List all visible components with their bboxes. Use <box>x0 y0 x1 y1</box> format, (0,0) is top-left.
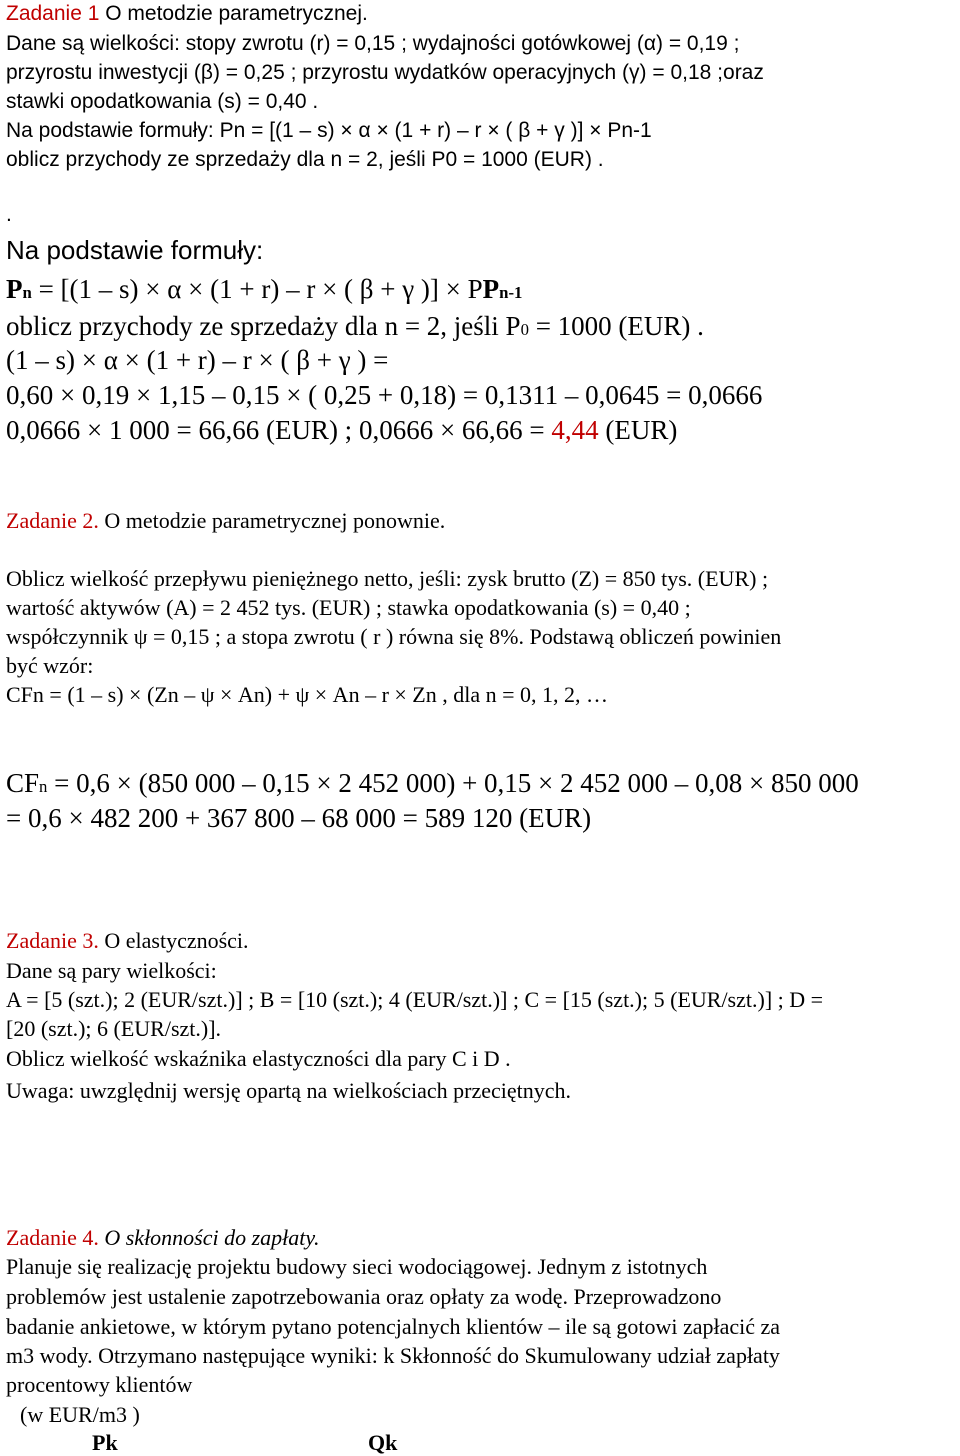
formula-p-prev: P <box>482 274 500 304</box>
task1-heading <box>6 2 368 26</box>
task3-label: Zadanie 3. <box>6 928 99 953</box>
task2-heading <box>6 508 445 534</box>
task4-line-5: procentowy klientów <box>6 1372 193 1397</box>
task3-line-3: [20 (szt.); 6 (EUR/szt.)]. <box>6 1016 222 1041</box>
line8-sub: 0 <box>520 320 529 339</box>
task1-line-5: oblicz przychody ze sprzedaży dla n = 2, jeśli P0 = 1000 (EUR) . <box>6 148 604 171</box>
formula-body: = [(1 – s) × α × (1 + r) – r × ( β + γ )] × P <box>31 274 483 304</box>
task1-formula-intro: Na podstawie formuły: <box>6 235 264 265</box>
result1-rest: = 0,6 × (850 000 – 0,15 × 2 452 000) + 0,15 × 2 452 000 – 0,08 × 850 000 <box>47 768 859 798</box>
formula-p-sub: n <box>22 283 32 302</box>
calc2-unit: (EUR) <box>598 415 678 445</box>
task2-formula: CFn = (1 – s) × (Zn – ψ × An) + ψ × An – r × Zn , dla n = 0, 1, 2, … <box>6 682 609 707</box>
task3-line-5: Uwaga: uwzględnij wersję opartą na wielkościach przeciętnych. <box>6 1078 572 1103</box>
task4-line-1: Planuje się realizację projektu budowy sieci wodociągowej. Jednym z istotnych <box>6 1254 708 1279</box>
column-header-pk: Pk <box>92 1430 118 1455</box>
task1-line-8 <box>6 311 704 342</box>
task2-line-3a: współczynnik ψ = 0,15 ; a stopa zwrotu ( r ) równa się 8%. <box>6 624 525 649</box>
task2-line-1: Oblicz wielkość przepływu pieniężnego netto, jeśli: zysk brutto (Z) = 850 tys. (EUR) ; <box>6 566 769 591</box>
task1-title: O metodzie parametrycznej. <box>99 2 368 25</box>
task4-label: Zadanie 4. <box>6 1225 99 1250</box>
task4-heading <box>6 1225 319 1251</box>
task1-label: Zadanie 1 <box>6 2 100 25</box>
task1-line-3: stawki opodatkowania (s) = 0,40 . <box>6 90 319 113</box>
task1-line-1: Dane są wielkości: stopy zwrotu (r) = 0,15 ; wydajności gotówkowej (α) = 0,19 ; <box>6 32 740 55</box>
task3-line-2: A = [5 (szt.); 2 (EUR/szt.)] ; B = [10 (szt.); 4 (EUR/szt.)] ; C = [15 (szt.); 5 (EUR/szt.)] ; D = <box>6 987 824 1012</box>
cf-label: CF <box>6 768 40 798</box>
task2-line-4: być wzór: <box>6 653 94 678</box>
task1-formula <box>6 274 522 305</box>
task1-dot: . <box>6 203 12 226</box>
task2-title: O metodzie parametrycznej ponownie. <box>98 508 446 533</box>
task3-title: O elastyczności. <box>98 928 249 953</box>
calc2-text: 0,0666 × 1 000 = 66,66 (EUR) ; 0,0666 × 66,66 = <box>6 415 552 445</box>
line8-rest: = 1000 (EUR) . <box>528 311 704 341</box>
line8-text: oblicz przychody ze sprzedaży dla n = 2, jeśli P <box>6 311 521 341</box>
formula-p-prev-sub: n-1 <box>499 283 523 302</box>
task1-line-4: Na podstawie formuły: Pn = [(1 – s) × α × (1 + r) – r × ( β + γ )] × Pn-1 <box>6 119 652 142</box>
task1-line-2: przyrostu inwestycji (β) = 0,25 ; przyrostu wydatków operacyjnych (γ) = 0,18 ;oraz <box>6 61 764 84</box>
column-header-qk: Qk <box>368 1430 398 1455</box>
task4-line-4: m3 wody. Otrzymano następujące wyniki: k Skłonność do Skumulowany udział zapłaty <box>6 1343 780 1368</box>
task2-line-3 <box>6 624 781 650</box>
task2-line-2: wartość aktywów (A) = 2 452 tys. (EUR) ; stawka opodatkowania (s) = 0,40 ; <box>6 595 691 620</box>
task3-line-1: Dane są pary wielkości: <box>6 958 217 983</box>
task1-calc-1: 0,60 × 0,19 × 1,15 – 0,15 × ( 0,25 + 0,18) = 0,1311 – 0,0645 = 0,0666 <box>6 380 763 410</box>
formula-p: P <box>6 274 23 304</box>
task4-line-3: badanie ankietowe, w którym pytano potencjalnych klientów – ile są gotowi zapłacić za <box>6 1314 781 1339</box>
task2-result-1 <box>6 768 859 799</box>
task2-result-2: = 0,6 × 482 200 + 367 800 – 68 000 = 589 120 (EUR) <box>6 803 592 833</box>
task1-calc-2 <box>6 415 677 446</box>
task4-line-2: problemów jest ustalenie zapotrzebowania oraz opłaty za wodę. Przeprowadzono <box>6 1284 722 1309</box>
task2-label: Zadanie 2. <box>6 508 99 533</box>
task4-title: O skłonności do zapłaty. <box>98 1225 320 1250</box>
task4-unit-note: (w EUR/m3 ) <box>20 1402 140 1427</box>
task2-line-3b: Podstawą obliczeń powinien <box>524 624 782 649</box>
cf-sub: n <box>39 777 48 796</box>
task3-line-4: Oblicz wielkość wskaźnika elastyczności dla pary C i D . <box>6 1046 511 1071</box>
task1-line-9: (1 – s) × α × (1 + r) – r × ( β + γ ) = <box>6 345 389 375</box>
calc2-result: 4,44 <box>551 415 599 445</box>
task3-heading <box>6 928 249 954</box>
